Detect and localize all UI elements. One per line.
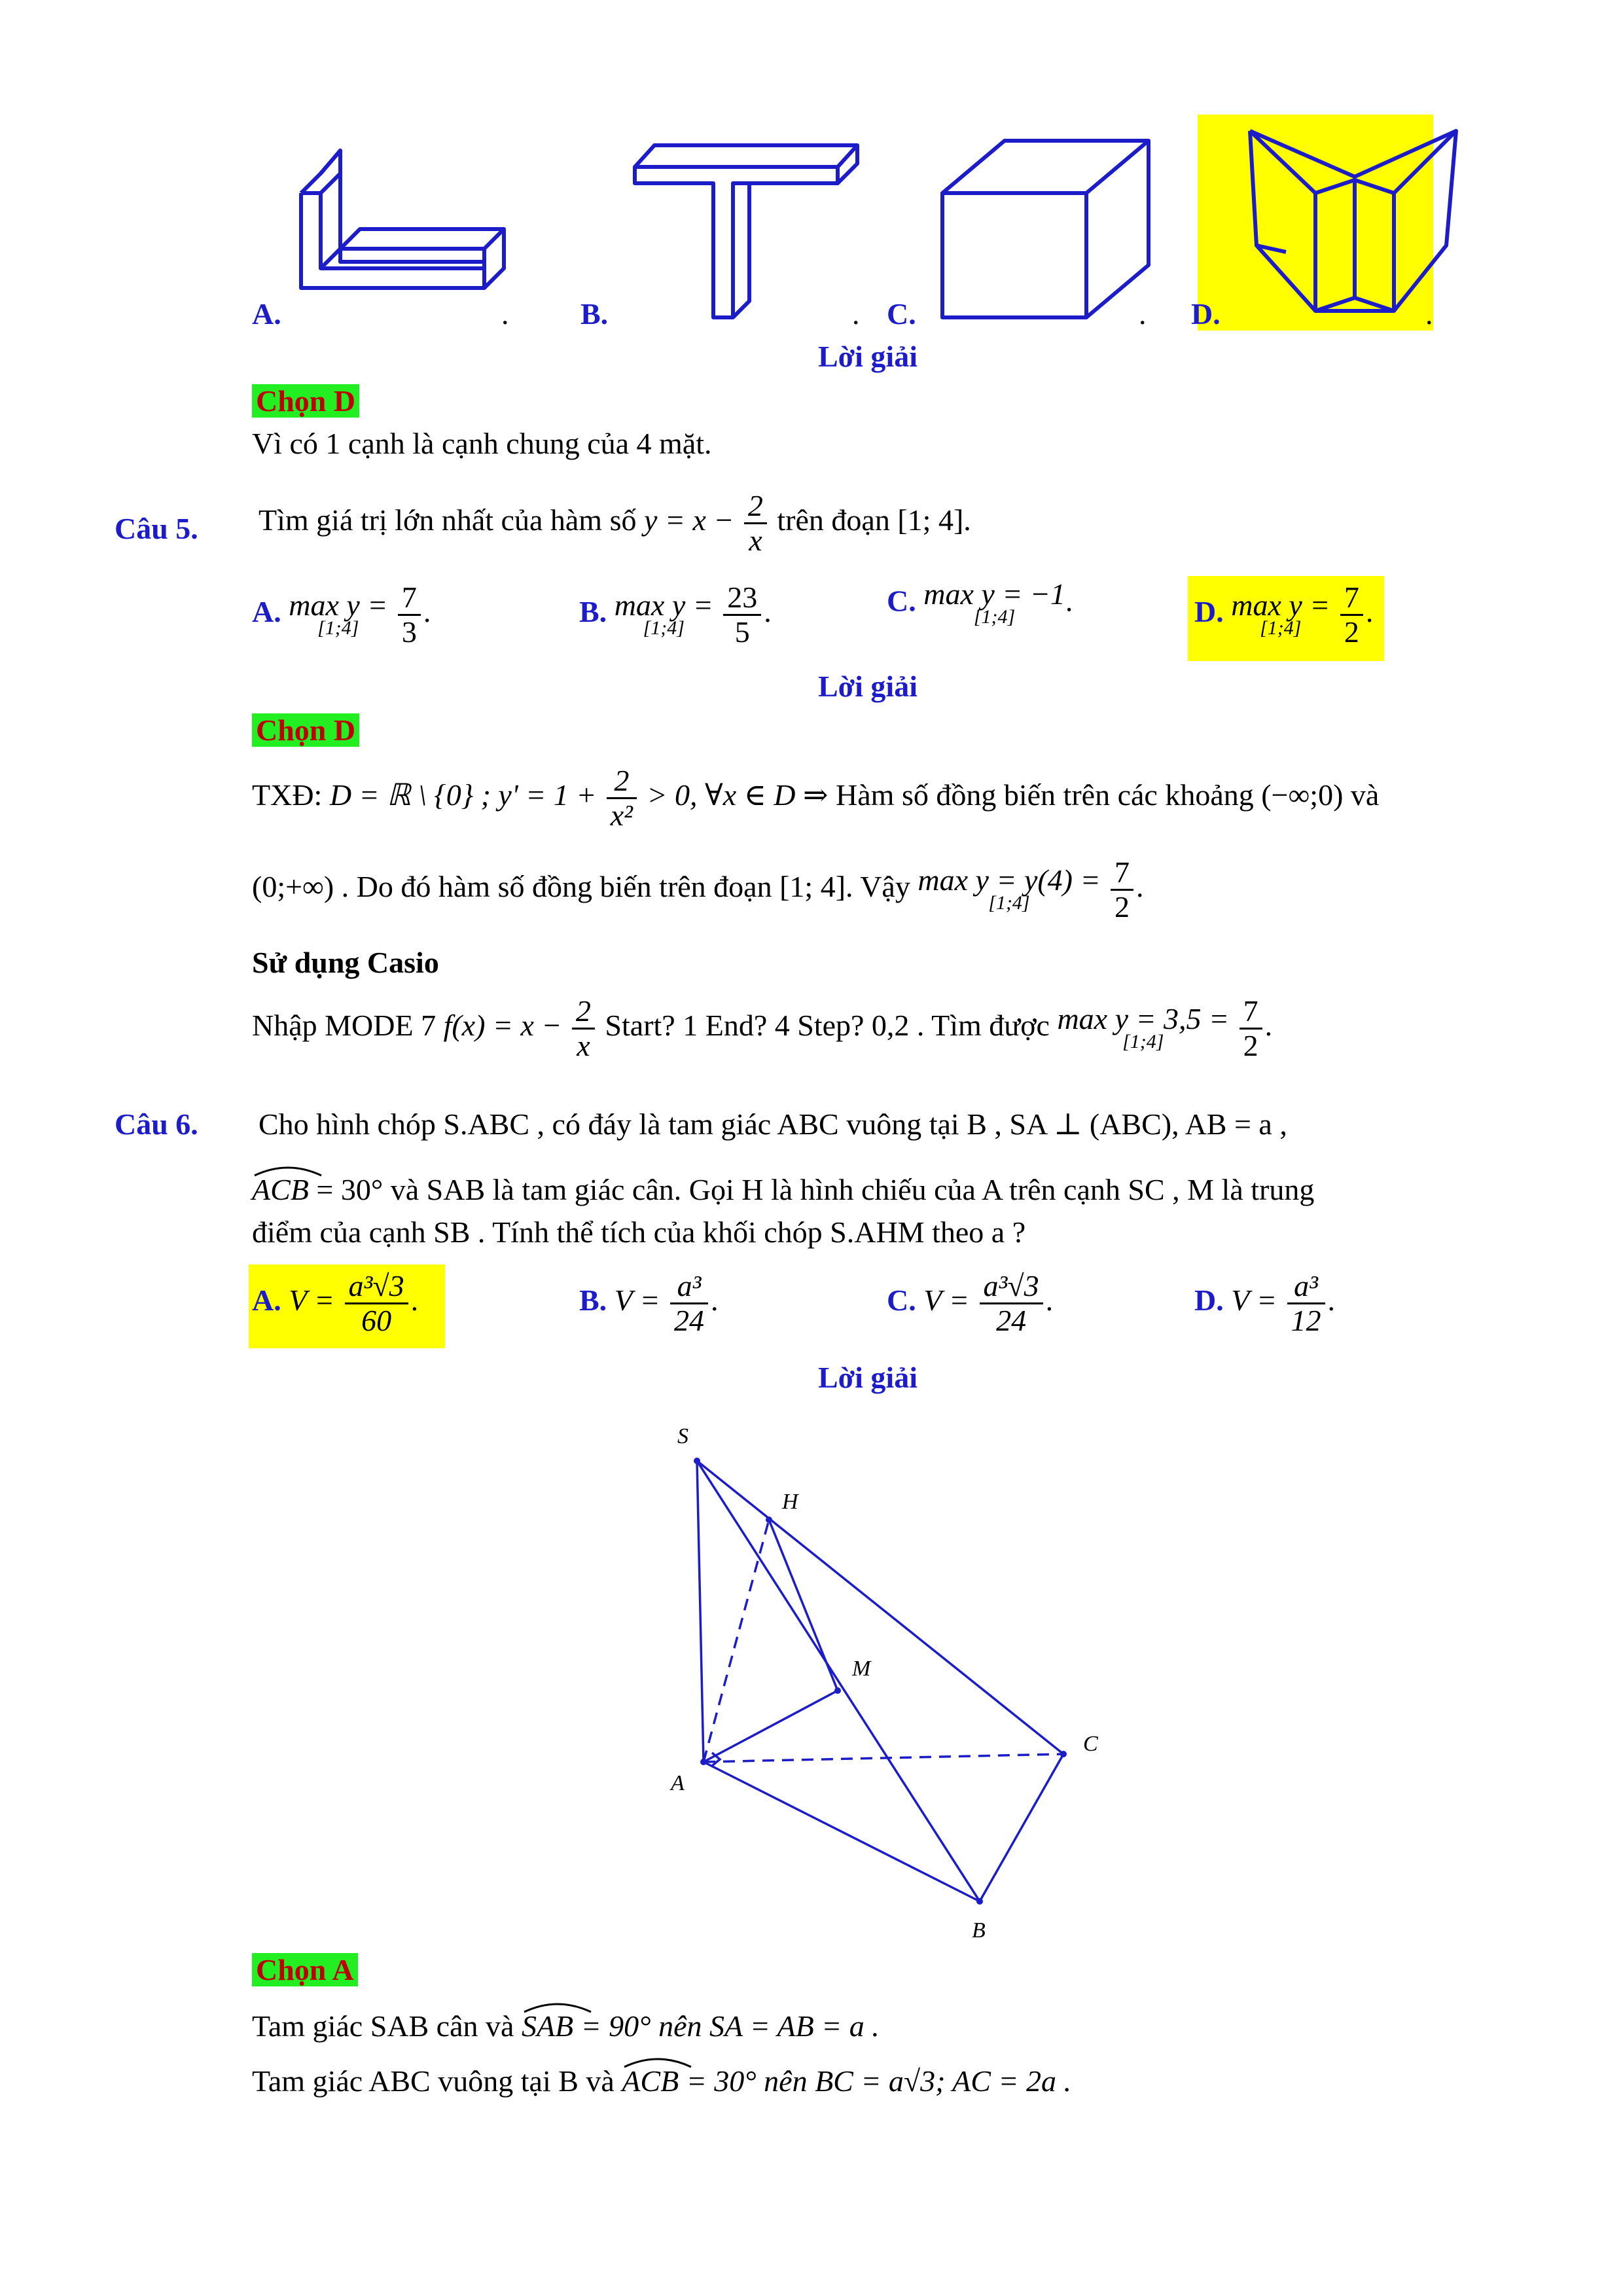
q5-option-d-sub: [1;4] (1260, 617, 1302, 639)
q4-solution-title: Lời giải (818, 340, 918, 373)
q5-prompt-text: Tìm giá trị lớn nhất của hàm số (259, 503, 637, 537)
q6-option-b[interactable]: B. V = $\frac{\text{a³}}{24}$ . (579, 1269, 719, 1337)
q5-txd-line (252, 764, 1502, 832)
q6-option-d-letter: D. (1194, 1283, 1224, 1318)
q5-fn-num: 2 (744, 490, 767, 524)
q5-deriv-den: x² (610, 798, 633, 832)
q5-option-c-lhs: max y = −1 (923, 577, 1065, 611)
edge-ac-hidden (704, 1754, 1063, 1762)
q6-line2-text: = 30° và SAB là tam giác cân. Gọi H là hình chiếu của A trên cạnh SC , M là trung (316, 1173, 1315, 1206)
edge-bc (980, 1754, 1063, 1901)
q6-sol2-a: Tam giác ABC vuông tại B và (252, 2064, 615, 2098)
q5-line2-max: max y = y(4) = (918, 863, 1101, 897)
q5-option-a-den: 3 (401, 615, 417, 649)
q5-option-c-sub: [1;4] (973, 606, 1016, 628)
q6-option-d-num: a³ (1287, 1270, 1325, 1304)
q6-sol2-angle: ACB (622, 2064, 679, 2098)
edge-ab (704, 1762, 980, 1901)
q5-option-a-sub: [1;4] (317, 617, 359, 639)
q6-option-b-den: 24 (674, 1304, 704, 1337)
q5-deriv-num: 2 (607, 764, 637, 799)
q5-casio-title: Sử dụng Casio (252, 946, 439, 979)
q6-sol1-angle-wrap (522, 2008, 573, 2045)
q5-casio-line: Nhập MODE 7 f(x) = x − $\frac{2}{x}$ Start? 1 End? 4 Step? 0,2 . Tìm được max y = 3,5 = [1;4] $\frac{7}{2}$ . (252, 994, 1273, 1062)
q5-line2-a: (0;+∞) . Do đó hàm số đồng biến trên đoạn (252, 870, 772, 904)
q6-option-c-lhs: V = (923, 1283, 970, 1318)
q6-line3: điểm của cạnh SB . Tính thể tích của khối chóp S.AHM theo a ? (252, 1215, 1026, 1249)
q5-option-b-letter: B. (579, 595, 607, 629)
q6-line2-angle-wrap (252, 1172, 309, 1208)
label-h: H (782, 1490, 798, 1514)
q6-option-d-den: 12 (1291, 1304, 1321, 1337)
q5-line2-sub: [1;4] (988, 891, 1030, 914)
q5-line2-num: 7 (1111, 856, 1133, 891)
q5-casio-a: Nhập MODE 7 (252, 1009, 437, 1043)
q4-option-d[interactable]: D. (1191, 297, 1221, 331)
q5-line2-b: . Vậy (846, 870, 910, 904)
q5-option-b-num: 23 (723, 581, 761, 616)
q6-sol1-a: Tam giác SAB cân và (252, 2009, 514, 2043)
q5-casio-rden: 2 (1243, 1029, 1258, 1062)
q5-casio-rnum: 7 (1240, 995, 1262, 1030)
q5-casio-b: Start? 1 End? 4 Step? 0,2 . Tìm được (605, 1009, 1050, 1043)
q6-option-b-num: a³ (670, 1270, 708, 1304)
edge-sb (697, 1461, 980, 1901)
q5-line2-seg: [1; 4] (779, 870, 846, 904)
q5-option-a-num: 7 (398, 581, 421, 616)
q4-option-a[interactable]: A. (252, 297, 281, 331)
q6-option-c[interactable]: C. V = $\frac{\text{a³√3}}{24}$ . (887, 1269, 1054, 1337)
q6-chosen-badge: Chọn A (252, 1953, 358, 1986)
q4-figures (288, 105, 1453, 340)
q5-casio-max: max y = 3,5 = (1057, 1001, 1230, 1035)
q5-deriv-lhs: y' = 1 + (498, 778, 597, 812)
q6-option-a-num: a³√3 (345, 1270, 408, 1304)
l-shape-figure (301, 151, 504, 288)
q5-line1-text: Hàm số đồng biến trên các khoảng (−∞;0) và (836, 778, 1380, 812)
dot: . (1425, 297, 1433, 331)
q5-option-d-num: 7 (1340, 581, 1363, 616)
q5-line2-den: 2 (1115, 890, 1130, 924)
q4-reason: Vì có 1 cạnh là cạnh chung của 4 mặt. (252, 427, 712, 460)
q5-option-d-lhs: max y = (1231, 588, 1330, 622)
angle-arc-icon (522, 1999, 594, 2013)
q5-casio-sub: [1;4] (1122, 1030, 1164, 1052)
q5-option-b-sub: [1;4] (643, 617, 685, 639)
q5-option-b[interactable]: B. max y = [1;4] $\frac{23}{5}$ . (579, 581, 772, 649)
edge-am (704, 1691, 838, 1762)
q6-solution-title: Lời giải (818, 1361, 918, 1394)
q5-casio-num: 2 (572, 995, 595, 1030)
q5-option-d-letter: D. (1194, 595, 1224, 629)
q6-sol2 (252, 2063, 1071, 2100)
q5-option-b-lhs: max y = (614, 588, 713, 622)
label-a: A (671, 1771, 685, 1795)
q5-label: Câu 5. (115, 512, 198, 545)
label-m: M (852, 1657, 871, 1681)
q6-line2 (252, 1172, 1314, 1208)
cube-figure (942, 141, 1149, 317)
q6-sol2-angle-wrap (622, 2063, 679, 2100)
q6-option-a[interactable]: A. V = $\frac{\text{a³√3}}{60}$ . (252, 1269, 419, 1337)
q5-fn-lhs: y = x − (643, 503, 734, 537)
q4-option-c[interactable]: C. (887, 297, 916, 331)
q5-option-b-den: 5 (734, 615, 750, 649)
q6-option-d[interactable]: D. V = $\frac{\text{a³}}{12}$ . (1194, 1269, 1336, 1337)
q6-line2-angle: ACB (252, 1173, 309, 1206)
label-s: S (677, 1424, 688, 1448)
q5-deriv-rhs: > 0, ∀x ∈ D ⇒ (647, 778, 829, 812)
q5-option-d[interactable]: D. max y = [1;4] $\frac{7}{2}$ . (1194, 581, 1374, 649)
angle-arc-icon (252, 1162, 324, 1177)
q5-casio-fn: f(x) = x − (443, 1009, 562, 1043)
pyramid-figure (641, 1414, 1113, 1943)
q6-line1: Cho hình chóp S.ABC , có đáy là tam giác ABC vuông tại B , SA ⊥ (ABC), AB = a , (259, 1107, 1287, 1141)
q6-option-b-letter: B. (579, 1283, 607, 1318)
q5-option-a[interactable]: A. max y = [1;4] $\frac{7}{3}$ . (252, 581, 431, 649)
q5-line2: (0;+∞) . Do đó hàm số đồng biến trên đoạn [1; 4]. Vậy max y = y(4) = [1;4] $\frac{7}{2}$ . (252, 855, 1144, 924)
dot: . (1139, 297, 1147, 331)
q6-option-a-lhs: V = (289, 1283, 335, 1318)
t-shape-figure (635, 145, 857, 317)
q6-sol1-angle: SAB (521, 2009, 574, 2043)
dot: . (501, 297, 509, 331)
q6-label: Câu 6. (115, 1107, 198, 1141)
q6-option-b-lhs: V = (614, 1283, 660, 1318)
angle-arc-icon (622, 2054, 694, 2068)
label-c: C (1083, 1732, 1098, 1756)
q5-option-c[interactable]: C. max y = −1 [1;4] . (887, 577, 1073, 628)
dot: . (852, 297, 860, 331)
q6-option-c-den: 24 (996, 1304, 1027, 1337)
q6-sol2-b: = 30° nên BC = a√3; AC = 2a . (686, 2064, 1071, 2098)
q5-casio-den: x (577, 1029, 590, 1062)
q5-fn-den: x (749, 524, 762, 557)
edge-sc (697, 1461, 1063, 1754)
q6-option-c-num: a³√3 (980, 1270, 1043, 1304)
q5-on-segment: trên đoạn (777, 503, 890, 537)
edge-sa (697, 1461, 704, 1762)
q5-prompt: Tìm giá trị lớn nhất của hàm số y = x − $\frac{2}{x}$ trên đoạn [1; 4]. (259, 489, 971, 557)
q5-txd-label: TXĐ: (252, 778, 323, 812)
q5-option-a-lhs: max y = (289, 588, 388, 622)
label-b: B (972, 1918, 986, 1943)
q6-option-a-letter: A. (252, 1283, 281, 1318)
q5-option-d-den: 2 (1344, 615, 1359, 649)
q6-sol1 (252, 2008, 880, 2045)
q6-option-d-lhs: V = (1231, 1283, 1277, 1318)
q4-option-b[interactable]: B. (580, 297, 609, 331)
q5-option-a-letter: A. (252, 595, 281, 629)
q5-option-c-letter: C. (887, 584, 916, 618)
q4-chosen-badge: Chọn D (252, 384, 359, 418)
q5-chosen-badge: Chọn D (252, 713, 359, 747)
q6-sol1-b: = 90° nên SA = AB = a . (580, 2009, 880, 2043)
q6-option-c-letter: C. (887, 1283, 916, 1318)
q5-segment: [1; 4] (897, 503, 964, 537)
q6-option-a-den: 60 (361, 1304, 392, 1337)
q5-solution-title: Lời giải (818, 670, 918, 703)
q5-txd-domain: D = ℝ \ {0} ; (329, 778, 491, 812)
